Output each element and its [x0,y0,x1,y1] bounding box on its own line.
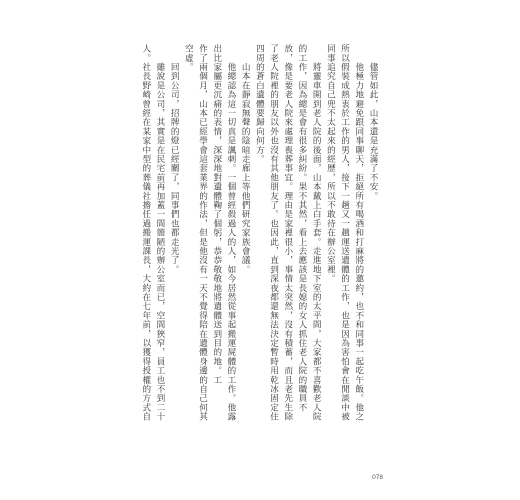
text-line: 同事追究自己兜不太起來的經歷，所以不敢待在辦公室裡。 [325,44,336,284]
text-line: 雖說是公司，其實是在民宅前再加蓋一間簡陋的辦公室而已，空間狹窄，員工也不到二十 [154,44,165,422]
text-line: 出比家屬更沉痛的表情，深深地對遺體鞠了個躬，恭恭敬敬地將遺體送到目的地。工 [211,44,222,385]
text-line: 所以假裝成熱衷於工作的男人，接下一趟又一趟運送遺體的工作，也是因為害怕會在閒談中被 [339,44,350,422]
text-line: 他極力地避免跟同事聊天，拒絕所有喝酒和打麻將的邀約，也不和同事一起吃午飯。他之 [353,44,364,422]
text-line: 回到公司，招牌的燈已經關了，同事們也都走光了。 [169,44,180,274]
text-line: 放，像是要老人院來處理喪葬事宜。理由是家裡很小，事情太突然，沒有積蓄，而且老先生除 [282,44,293,422]
text-line: 他總認為這一切真是諷刺。一個曾經殺過人的人，如今居然從事起搬運屍體的工作。他露 [225,44,236,422]
text-line: 了老人院裡的朋友以外也沒有其他朋友了。也因此，直到深夜都還無法決定暫時用乾冰固定住 [268,44,279,422]
text-line: 人。社長野崎曾經在某家中型的葬儀社擔任過搬運課長，大約在七年前，以獲得授權的方式自 [140,44,151,422]
text-line: 儘管如此，山本還是充滿了不安。 [368,44,378,201]
text-line: 空虛。 [183,44,194,72]
page-number: 078 [372,474,383,481]
text-line: 山本在靜寂無聲的陰暗走廊上等他們研究家族會議。 [240,44,251,274]
text-line: 的工作，因為總是會有很多糾紛。果不其然，看上去應該是長媳的女人抓住老人院的職員不 [296,44,307,412]
vertical-text-body [140,44,380,464]
text-line: 四周的蒼白遺體要歸向何方。 [254,44,265,164]
text-line: 作了兩個月，山本已經學會這套業界的作法，但是他沒有一天不覺得陪在遺體身邊的自己何其 [197,44,208,422]
text-line: 將靈車開到老人院的後面，山本戴上白手套。走進地下室的太平間，大家都不喜歡老人院 [311,44,322,422]
